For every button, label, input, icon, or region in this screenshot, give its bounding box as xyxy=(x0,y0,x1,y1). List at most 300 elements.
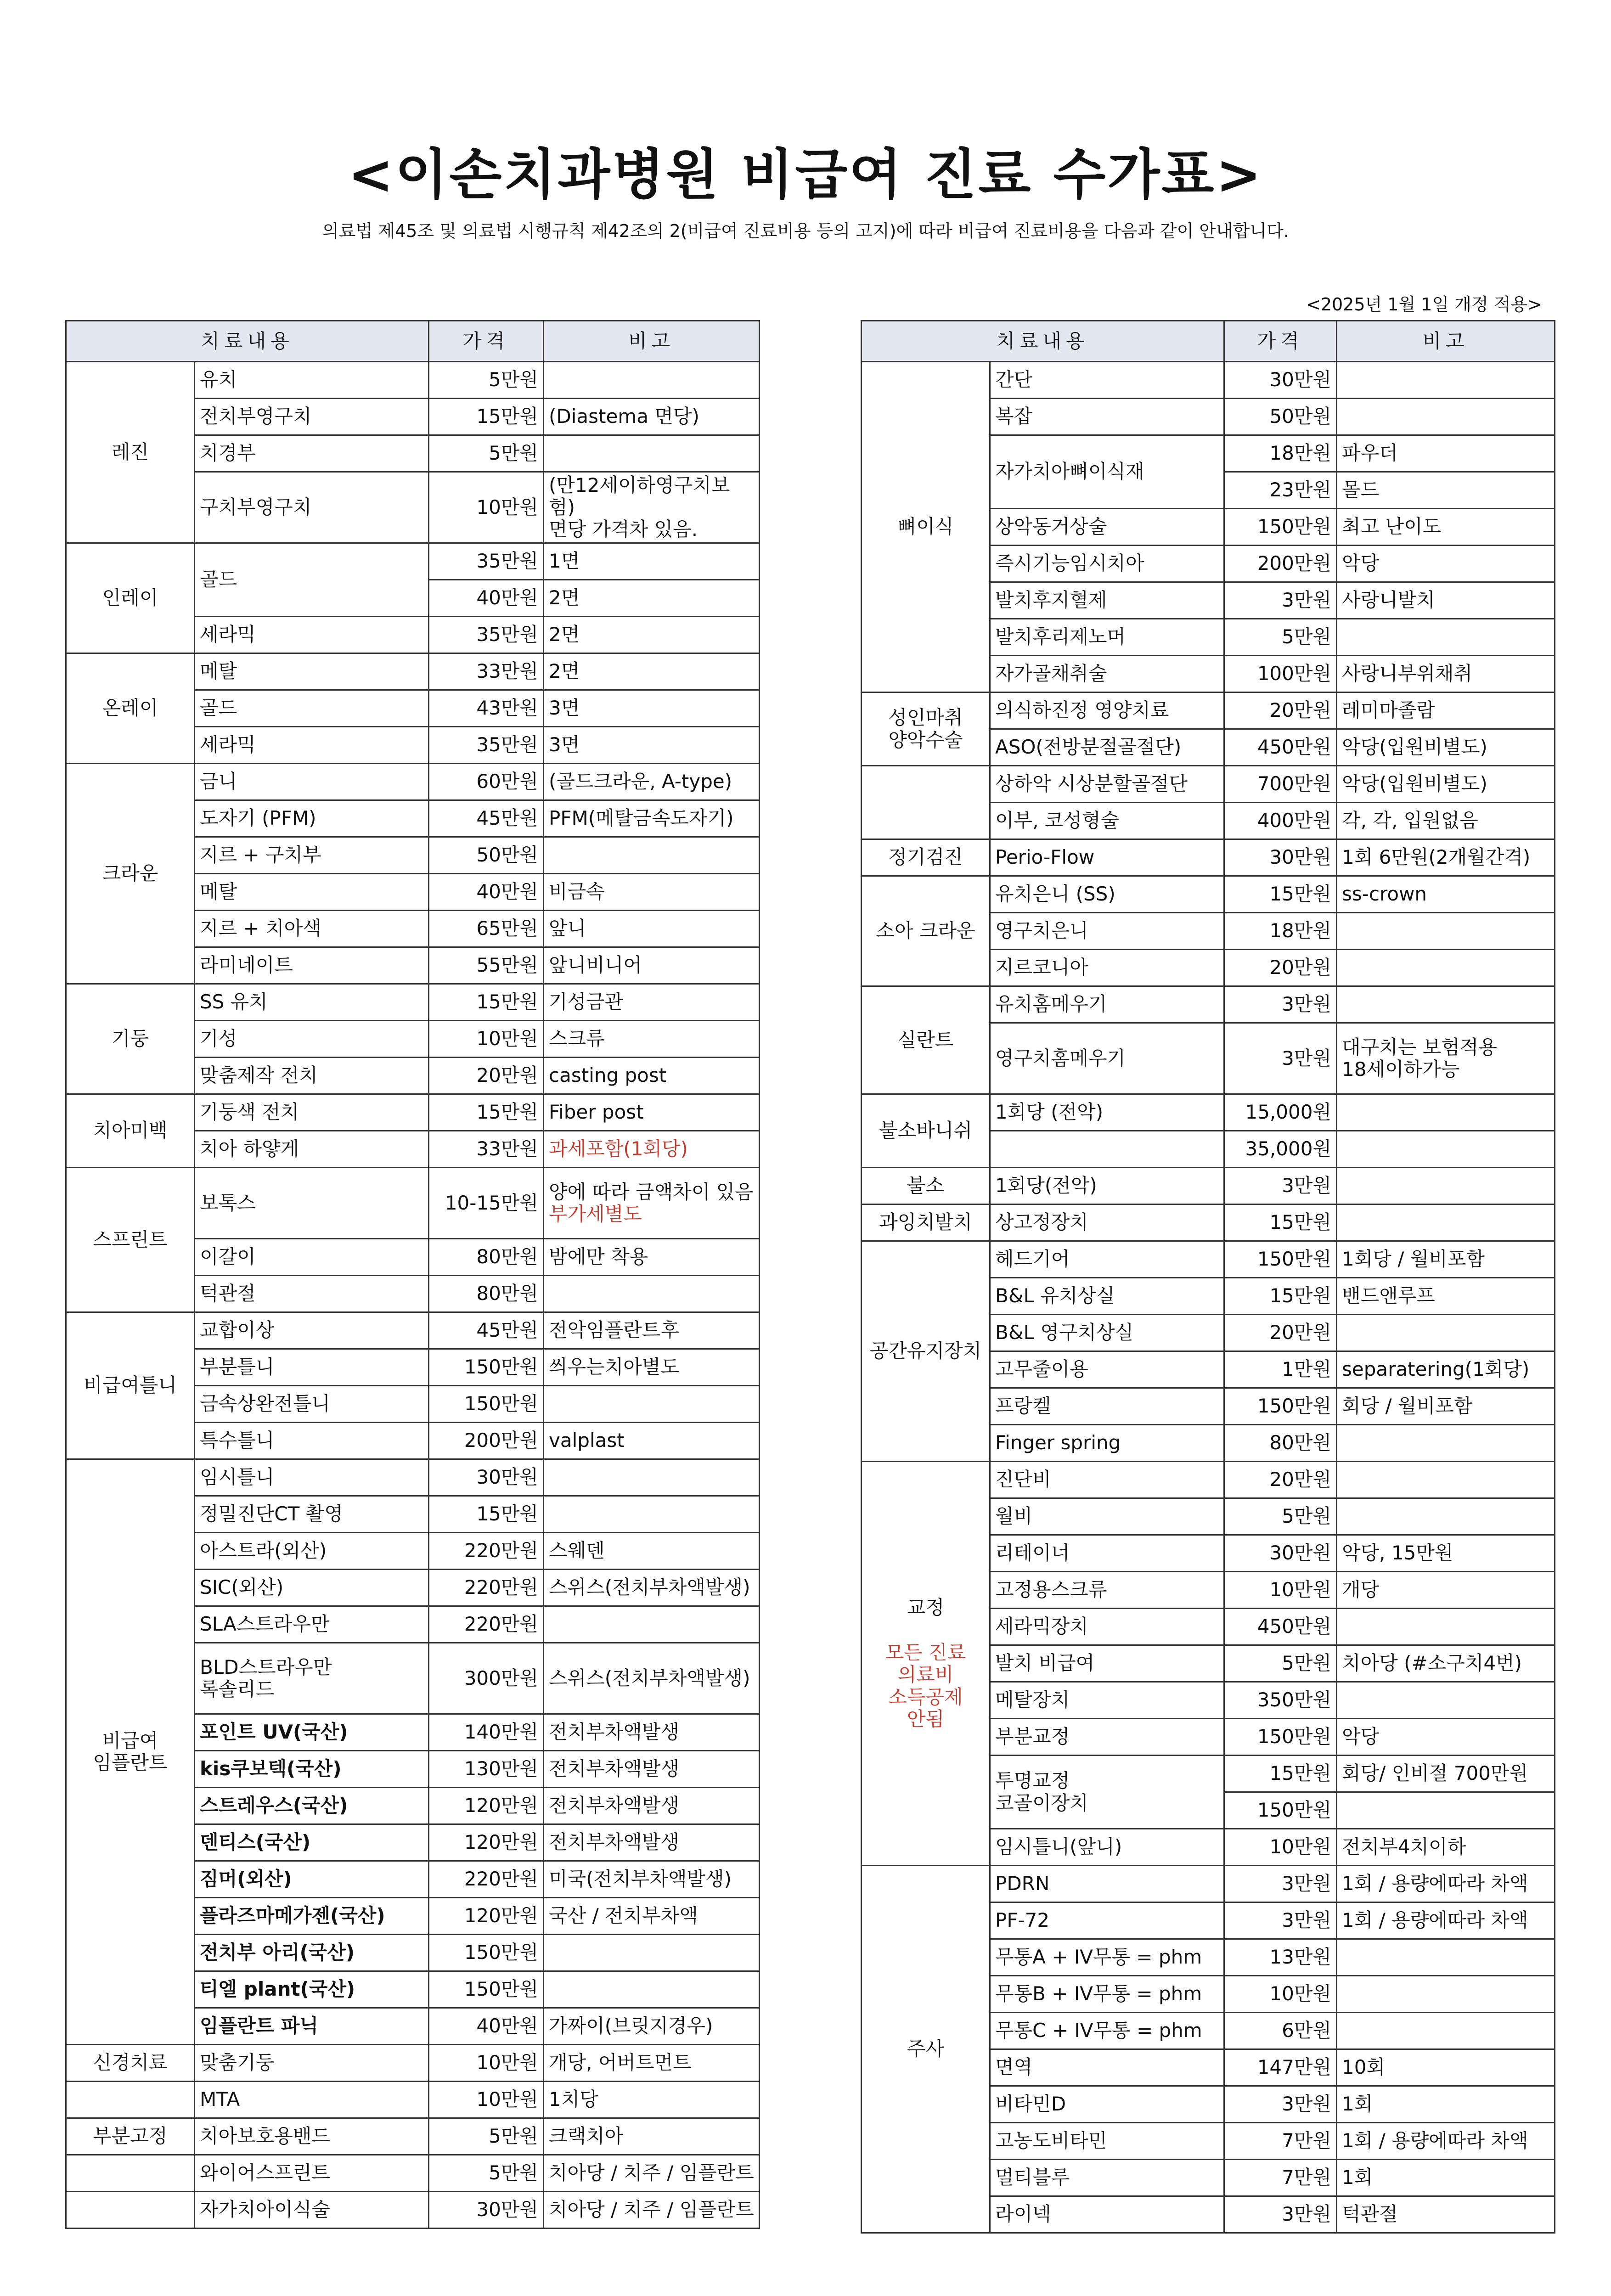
price: 35만원 xyxy=(429,543,544,580)
note: 1회 / 용량에따라 차액 xyxy=(1337,2123,1555,2160)
item: 상악동거상술 xyxy=(990,509,1224,546)
item: 무통A + IV무통 = phm xyxy=(990,1939,1224,1976)
item: 라미네이트 xyxy=(195,947,429,984)
price: 150만원 xyxy=(429,1971,544,2008)
price: 15,000원 xyxy=(1224,1094,1337,1131)
note xyxy=(544,1386,760,1423)
price: 100만원 xyxy=(1224,656,1337,692)
note xyxy=(1337,1131,1555,1168)
item: 세라믹 xyxy=(195,617,429,653)
price: 150만원 xyxy=(1224,1241,1337,1278)
note xyxy=(544,1971,760,2008)
note: (골드크라운, A-type) xyxy=(544,764,760,800)
note: (Diastema 면당) xyxy=(544,399,760,435)
note xyxy=(544,1935,760,1971)
item: 스트레우스(국산) xyxy=(195,1788,429,1824)
note: 회당/ 인비절 700만원 xyxy=(1337,1756,1555,1792)
note: 2면 xyxy=(544,653,760,690)
item: 고농도비타민 xyxy=(990,2123,1224,2160)
item: 부분교정 xyxy=(990,1719,1224,1756)
note xyxy=(1337,1792,1555,1829)
price: 65만원 xyxy=(429,911,544,947)
price: 15만원 xyxy=(1224,1756,1337,1792)
price: 15만원 xyxy=(429,1094,544,1131)
price: 20만원 xyxy=(1224,1462,1337,1498)
note: 치아당 (#소구치4번) xyxy=(1337,1645,1555,1682)
note: 1회 6만원(2개월간격) xyxy=(1337,839,1555,876)
category-empty xyxy=(66,2082,195,2118)
price: 55만원 xyxy=(429,947,544,984)
note: 대구치는 보험적용 18세이하가능 xyxy=(1337,1023,1555,1094)
item: BLD스트라우만 록솔리드 xyxy=(195,1643,429,1714)
price: 80만원 xyxy=(429,1276,544,1312)
category-sedation: 성인마취 양악수술 xyxy=(862,692,990,766)
category-ortho xyxy=(862,1462,990,1866)
price: 10만원 xyxy=(429,1021,544,1058)
item: 투명교정 코골이장치 xyxy=(990,1756,1224,1829)
item: 플라즈마메가젠(국산) xyxy=(195,1898,429,1935)
item: 기둥색 전치 xyxy=(195,1094,429,1131)
note: 악당 xyxy=(1337,546,1555,582)
item: 고정용스크류 xyxy=(990,1572,1224,1609)
price: 400만원 xyxy=(1224,803,1337,839)
category-space-maintainer: 공간유지장치 xyxy=(862,1241,990,1462)
price: 80만원 xyxy=(1224,1425,1337,1462)
item: 금니 xyxy=(195,764,429,800)
note xyxy=(544,362,760,399)
category-bone-graft: 뼈이식 xyxy=(862,362,990,692)
price: 40만원 xyxy=(429,580,544,617)
note xyxy=(544,1606,760,1643)
price: 700만원 xyxy=(1224,766,1337,803)
price: 220만원 xyxy=(429,1861,544,1898)
note: 레미마졸람 xyxy=(1337,692,1555,729)
price: 450만원 xyxy=(1224,729,1337,766)
item: ASO(전방분절골절단) xyxy=(990,729,1224,766)
price: 3만원 xyxy=(1224,986,1337,1023)
category-sealant: 실란트 xyxy=(862,986,990,1094)
price: 45만원 xyxy=(429,1312,544,1349)
category-whitening: 치아미백 xyxy=(66,1094,195,1168)
item: 발치 비급여 xyxy=(990,1645,1224,1682)
price: 15만원 xyxy=(1224,876,1337,913)
price: 3만원 xyxy=(1224,2196,1337,2233)
item: 프랑켈 xyxy=(990,1388,1224,1425)
category-extraction: 과잉치발치 xyxy=(862,1204,990,1241)
item: 임시틀니 xyxy=(195,1459,429,1496)
item: 도자기 (PFM) xyxy=(195,800,429,837)
price: 15만원 xyxy=(429,984,544,1021)
price: 6만원 xyxy=(1224,2013,1337,2049)
price: 10만원 xyxy=(429,2045,544,2082)
note: 전치부4치이하 xyxy=(1337,1829,1555,1866)
note: 앞니비니어 xyxy=(544,947,760,984)
item: 아스트라(외산) xyxy=(195,1533,429,1570)
price: 5만원 xyxy=(429,435,544,472)
item: B&L 유치상실 xyxy=(990,1278,1224,1315)
page-title: <이손치과병원 비급여 진료 수가표> xyxy=(348,143,1263,206)
note: separatering(1회당) xyxy=(1337,1351,1555,1388)
note: Fiber post xyxy=(544,1094,760,1131)
note xyxy=(1337,1425,1555,1462)
note xyxy=(544,837,760,874)
price: 7만원 xyxy=(1224,2160,1337,2196)
note: 파우더 xyxy=(1337,435,1555,472)
price: 150만원 xyxy=(429,1386,544,1423)
note: 밤에만 착용 xyxy=(544,1239,760,1276)
note: 전치부차액발생 xyxy=(544,1714,760,1751)
category-endo: 신경치료 xyxy=(66,2045,195,2082)
note xyxy=(1337,1315,1555,1351)
item: 턱관절 xyxy=(195,1276,429,1312)
price: 5만원 xyxy=(429,2118,544,2155)
note: 사랑니부위채취 xyxy=(1337,656,1555,692)
item: 특수틀니 xyxy=(195,1423,429,1459)
item: 진단비 xyxy=(990,1462,1224,1498)
item: 이부, 코성형술 xyxy=(990,803,1224,839)
note: 1회 / 용량에따라 차액 xyxy=(1337,1902,1555,1939)
item: 발치후지혈제 xyxy=(990,582,1224,619)
header-price: 가격 xyxy=(429,321,544,362)
price: 3만원 xyxy=(1224,2086,1337,2123)
price: 43만원 xyxy=(429,690,544,727)
note xyxy=(1337,362,1555,399)
item: 맞춤기둥 xyxy=(195,2045,429,2082)
note xyxy=(1337,1168,1555,1204)
price: 3만원 xyxy=(1224,1168,1337,1204)
note: 악당 xyxy=(1337,1719,1555,1756)
item: SS 유치 xyxy=(195,984,429,1021)
item: 영구치은니 xyxy=(990,913,1224,950)
price: 150만원 xyxy=(1224,1719,1337,1756)
item: 무통B + IV무통 = phm xyxy=(990,1976,1224,2013)
category-ortho-label: 교정 xyxy=(907,1596,945,1619)
note xyxy=(1337,913,1555,950)
price: 1만원 xyxy=(1224,1351,1337,1388)
note: 전치부차액발생 xyxy=(544,1751,760,1788)
item: 의식하진정 영양치료 xyxy=(990,692,1224,729)
item: 고무줄이용 xyxy=(990,1351,1224,1388)
note xyxy=(1337,1682,1555,1719)
price: 140만원 xyxy=(429,1714,544,1751)
item: 멀티블루 xyxy=(990,2160,1224,2196)
item: SIC(외산) xyxy=(195,1570,429,1606)
price: 200만원 xyxy=(1224,546,1337,582)
note: 씌우는치아별도 xyxy=(544,1349,760,1386)
item: 복잡 xyxy=(990,399,1224,435)
category-pedo-crown: 소아 크라운 xyxy=(862,876,990,986)
price: 3만원 xyxy=(1224,1866,1337,1902)
note: 크랙치아 xyxy=(544,2118,760,2155)
item: 메탈 xyxy=(195,874,429,911)
item: 비타민D xyxy=(990,2086,1224,2123)
note: 악당, 15만원 xyxy=(1337,1535,1555,1572)
note: casting post xyxy=(544,1058,760,1094)
item: 자가골채취술 xyxy=(990,656,1224,692)
note: 밴드앤루프 xyxy=(1337,1278,1555,1315)
price: 150만원 xyxy=(1224,509,1337,546)
note: 전치부차액발생 xyxy=(544,1788,760,1824)
category-inlay: 인레이 xyxy=(66,543,195,653)
note: 회당 / 월비포함 xyxy=(1337,1388,1555,1425)
note xyxy=(544,1276,760,1312)
price: 5만원 xyxy=(1224,619,1337,656)
price: 35만원 xyxy=(429,727,544,764)
note xyxy=(1337,986,1555,1023)
item xyxy=(990,1131,1224,1168)
item: 발치후리제노머 xyxy=(990,619,1224,656)
note: 1치당 xyxy=(544,2082,760,2118)
item: 헤드기어 xyxy=(990,1241,1224,1278)
category-post: 기둥 xyxy=(66,984,195,1094)
item: MTA xyxy=(195,2082,429,2118)
note xyxy=(1337,2013,1555,2049)
note: (만12세이하영구치보험) 면당 가격차 있음. xyxy=(544,472,760,543)
price: 10-15만원 xyxy=(429,1168,544,1239)
price: 20만원 xyxy=(1224,692,1337,729)
item: 임시틀니(앞니) xyxy=(990,1829,1224,1866)
item: 유치 xyxy=(195,362,429,399)
note: 앞니 xyxy=(544,911,760,947)
price: 10만원 xyxy=(1224,1829,1337,1866)
price: 15만원 xyxy=(429,1496,544,1533)
price: 10만원 xyxy=(1224,1572,1337,1609)
item: 보톡스 xyxy=(195,1168,429,1239)
price: 10만원 xyxy=(429,472,544,543)
price: 20만원 xyxy=(429,1058,544,1094)
category-denture: 비급여틀니 xyxy=(66,1312,195,1459)
item: 교합이상 xyxy=(195,1312,429,1349)
item: 전치부 아리(국산) xyxy=(195,1935,429,1971)
fee-table-right xyxy=(861,320,1555,2234)
note: 전악임플란트후 xyxy=(544,1312,760,1349)
note xyxy=(1337,950,1555,986)
price: 120만원 xyxy=(429,1824,544,1861)
item: 지르 + 구치부 xyxy=(195,837,429,874)
item: 골드 xyxy=(195,690,429,727)
item: 메탈장치 xyxy=(990,1682,1224,1719)
note: 10회 xyxy=(1337,2049,1555,2086)
item: 지르 + 치아색 xyxy=(195,911,429,947)
price: 220만원 xyxy=(429,1606,544,1643)
note: 2면 xyxy=(544,617,760,653)
category-partial: 부분고정 xyxy=(66,2118,195,2155)
item: 자가치아뼈이식재 xyxy=(990,435,1224,509)
price: 150만원 xyxy=(1224,1792,1337,1829)
price: 30만원 xyxy=(429,1459,544,1496)
price: 5만원 xyxy=(1224,1645,1337,1682)
note: 비금속 xyxy=(544,874,760,911)
item: SLA스트라우만 xyxy=(195,1606,429,1643)
note xyxy=(1337,1939,1555,1976)
note xyxy=(1337,619,1555,656)
note: valplast xyxy=(544,1423,760,1459)
price: 150만원 xyxy=(429,1349,544,1386)
category-empty xyxy=(66,2192,195,2228)
price: 5만원 xyxy=(429,2155,544,2192)
price: 220만원 xyxy=(429,1570,544,1606)
item: 간단 xyxy=(990,362,1224,399)
item: 지르코니아 xyxy=(990,950,1224,986)
item: B&L 영구치상실 xyxy=(990,1315,1224,1351)
note: PFM(메탈금속도자기) xyxy=(544,800,760,837)
price: 450만원 xyxy=(1224,1609,1337,1645)
price: 35,000원 xyxy=(1224,1131,1337,1168)
item: PDRN xyxy=(990,1866,1224,1902)
category-onlay: 온레이 xyxy=(66,653,195,764)
price: 5만원 xyxy=(1224,1498,1337,1535)
category-fluoride-varnish: 불소바니쉬 xyxy=(862,1094,990,1168)
price: 5만원 xyxy=(429,362,544,399)
note xyxy=(1337,1609,1555,1645)
item: 리테이너 xyxy=(990,1535,1224,1572)
item: 부분틀니 xyxy=(195,1349,429,1386)
note xyxy=(1337,1462,1555,1498)
note xyxy=(544,1168,760,1239)
item: 기성 xyxy=(195,1021,429,1058)
note: 국산 / 전치부차액 xyxy=(544,1898,760,1935)
price: 220만원 xyxy=(429,1533,544,1570)
note: 스위스(전치부차액발생) xyxy=(544,1570,760,1606)
category-empty xyxy=(862,766,990,839)
item: 맞춤제작 전치 xyxy=(195,1058,429,1094)
item: 금속상완전틀니 xyxy=(195,1386,429,1423)
price: 3만원 xyxy=(1224,1023,1337,1094)
item: 라이넥 xyxy=(990,2196,1224,2233)
price: 18만원 xyxy=(1224,435,1337,472)
price: 200만원 xyxy=(429,1423,544,1459)
item: 1회당 (전악) xyxy=(990,1094,1224,1131)
price: 35만원 xyxy=(429,617,544,653)
price: 3만원 xyxy=(1224,1902,1337,1939)
note: 1회당 / 월비포함 xyxy=(1337,1241,1555,1278)
price: 20만원 xyxy=(1224,950,1337,986)
item: 골드 xyxy=(195,543,429,617)
price: 150만원 xyxy=(429,1935,544,1971)
item: 상고정장치 xyxy=(990,1204,1224,1241)
item: 티엘 plant(국산) xyxy=(195,1971,429,2008)
note: 스위스(전치부차액발생) xyxy=(544,1643,760,1714)
note: 치아당 / 치주 / 임플란트 xyxy=(544,2192,760,2228)
item: 월비 xyxy=(990,1498,1224,1535)
item: PF-72 xyxy=(990,1902,1224,1939)
category-splint: 스프린트 xyxy=(66,1168,195,1312)
note: 각, 각, 입원없음 xyxy=(1337,803,1555,839)
item: 정밀진단CT 촬영 xyxy=(195,1496,429,1533)
note: 몰드 xyxy=(1337,472,1555,509)
note-line: 양에 따라 금액차이 있음 xyxy=(549,1180,754,1203)
note: 악당(입원비별도) xyxy=(1337,766,1555,803)
category-resin: 레진 xyxy=(66,362,195,543)
note: 1면 xyxy=(544,543,760,580)
price: 60만원 xyxy=(429,764,544,800)
note: ss-crown xyxy=(1337,876,1555,913)
item: 이갈이 xyxy=(195,1239,429,1276)
price: 300만원 xyxy=(429,1643,544,1714)
price: 13만원 xyxy=(1224,1939,1337,1976)
note: 악당(입원비별도) xyxy=(1337,729,1555,766)
item: 짐머(외산) xyxy=(195,1861,429,1898)
price: 40만원 xyxy=(429,874,544,911)
category-empty xyxy=(66,2155,195,2192)
price: 18만원 xyxy=(1224,913,1337,950)
price: 33만원 xyxy=(429,653,544,690)
item: 영구치홈메우기 xyxy=(990,1023,1224,1094)
category-fluoride: 불소 xyxy=(862,1168,990,1204)
header-treatment: 치료내용 xyxy=(862,321,1224,362)
price: 350만원 xyxy=(1224,1682,1337,1719)
page-subtitle: 의료법 제45조 및 의료법 시행규칙 제42조의 2(비급여 진료비용 등의 고지)에 따라 비급여 진료비용을 다음과 같이 안내합니다. xyxy=(322,221,1289,241)
item: 유치은니 (SS) xyxy=(990,876,1224,913)
note: 미국(전치부차액발생) xyxy=(544,1861,760,1898)
note: 가짜이(브릿지경우) xyxy=(544,2008,760,2045)
item: 상하악 시상분할골절단 xyxy=(990,766,1224,803)
note xyxy=(544,435,760,472)
item: 치아 하얗게 xyxy=(195,1131,429,1168)
item: 세라믹 xyxy=(195,727,429,764)
note: 개당 xyxy=(1337,1572,1555,1609)
note xyxy=(544,1459,760,1496)
item: 전치부영구치 xyxy=(195,399,429,435)
header-note: 비고 xyxy=(1337,321,1555,362)
category-injection: 주사 xyxy=(862,1866,990,2233)
price: 40만원 xyxy=(429,2008,544,2045)
note: 턱관절 xyxy=(1337,2196,1555,2233)
note: 사랑니발치 xyxy=(1337,582,1555,619)
price: 15만원 xyxy=(1224,1204,1337,1241)
price: 33만원 xyxy=(429,1131,544,1168)
price: 80만원 xyxy=(429,1239,544,1276)
note xyxy=(544,1496,760,1533)
price: 30만원 xyxy=(429,2192,544,2228)
item: 즉시기능임시치아 xyxy=(990,546,1224,582)
price: 30만원 xyxy=(1224,362,1337,399)
ortho-tax-note: 모든 진료 의료비 소득공제 안됨 xyxy=(885,1641,966,1730)
note: 스웨덴 xyxy=(544,1533,760,1570)
item: 자가치아이식술 xyxy=(195,2192,429,2228)
item: 구치부영구치 xyxy=(195,472,429,543)
price: 3만원 xyxy=(1224,582,1337,619)
note: 개당, 어버트먼트 xyxy=(544,2045,760,2082)
note: 기성금관 xyxy=(544,984,760,1021)
header-price: 가격 xyxy=(1224,321,1337,362)
price: 45만원 xyxy=(429,800,544,837)
price: 30만원 xyxy=(1224,1535,1337,1572)
item: Finger spring xyxy=(990,1425,1224,1462)
price: 10만원 xyxy=(429,2082,544,2118)
item: 세라믹장치 xyxy=(990,1609,1224,1645)
note: 치아당 / 치주 / 임플란트 xyxy=(544,2155,760,2192)
item: 무통C + IV무통 = phm xyxy=(990,2013,1224,2049)
category-checkup: 정기검진 xyxy=(862,839,990,876)
note: 1회 xyxy=(1337,2086,1555,2123)
item: 치아보호용밴드 xyxy=(195,2118,429,2155)
price: 50만원 xyxy=(429,837,544,874)
note: 최고 난이도 xyxy=(1337,509,1555,546)
price: 10만원 xyxy=(1224,1976,1337,2013)
price: 7만원 xyxy=(1224,2123,1337,2160)
price: 120만원 xyxy=(429,1898,544,1935)
item: 덴티스(국산) xyxy=(195,1824,429,1861)
item: 와이어스프린트 xyxy=(195,2155,429,2192)
item: 치경부 xyxy=(195,435,429,472)
item: 메탈 xyxy=(195,653,429,690)
price: 50만원 xyxy=(1224,399,1337,435)
price: 120만원 xyxy=(429,1788,544,1824)
price: 30만원 xyxy=(1224,839,1337,876)
price: 15만원 xyxy=(429,399,544,435)
item: 면역 xyxy=(990,2049,1224,2086)
